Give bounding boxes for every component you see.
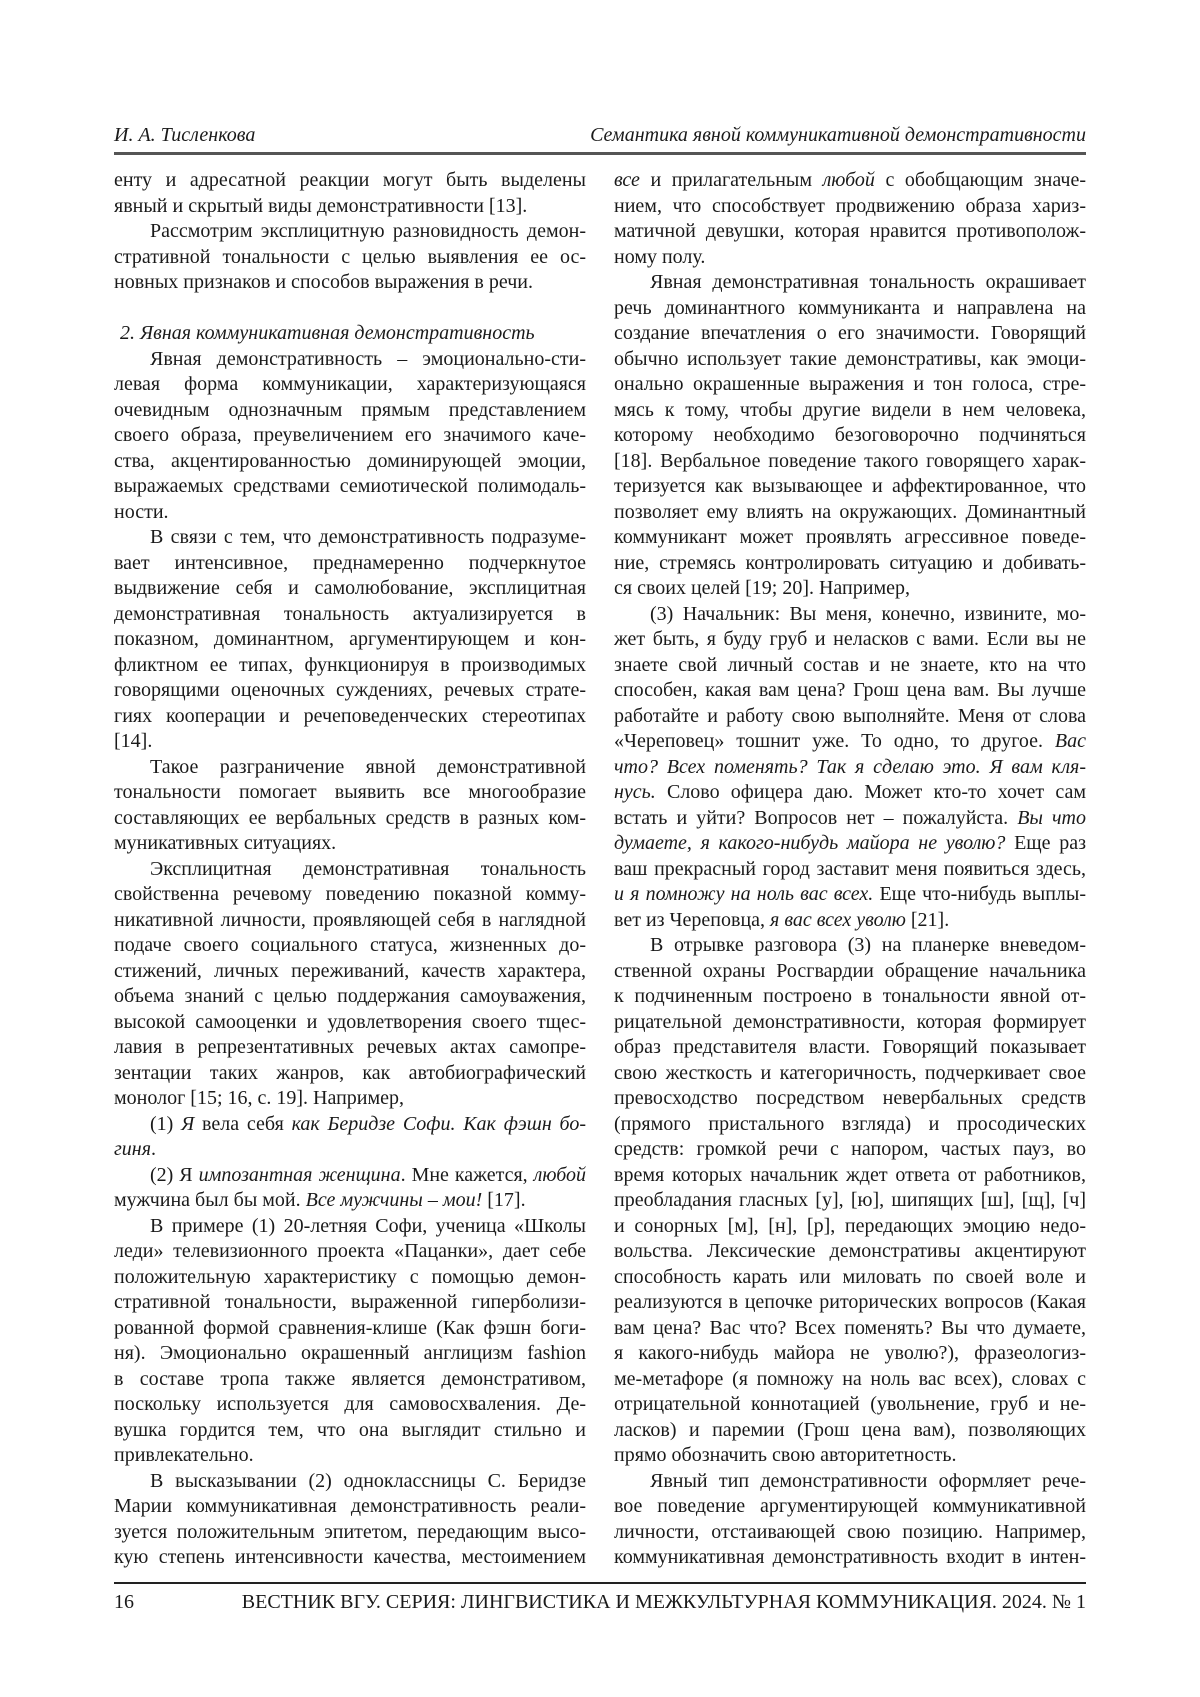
italic-text: импозантная женщина	[199, 1164, 401, 1186]
text-segment: (1)	[150, 1113, 181, 1135]
text-line	[614, 1214, 1086, 1240]
text-segment: очевидным однозначным прямым представлением	[114, 399, 586, 421]
italic-text: как Беридзе Софи. Как фэшн бо-	[292, 1113, 586, 1135]
text-line	[614, 194, 1086, 220]
text-line	[114, 831, 586, 857]
right-text-column	[614, 168, 1086, 1571]
text-line	[114, 755, 586, 781]
text-line	[114, 908, 586, 934]
text-segment: отрицательной коннотацией (увольнение, груб и не-	[614, 1393, 1086, 1415]
text-line	[114, 627, 586, 653]
italic-text: Вас	[1055, 730, 1086, 752]
text-line	[614, 398, 1086, 424]
text-line	[614, 168, 1086, 194]
text-segment: вела себя	[194, 1113, 291, 1135]
text-segment: образ представителя власти. Говорящий показывает	[614, 1036, 1086, 1058]
text-segment: коммуникант может проявлять агрессивное поведе-	[614, 526, 1086, 548]
text-line	[614, 1188, 1086, 1214]
text-segment: показном, доминантном, аргументирующем и кон-	[114, 628, 586, 650]
text-line	[614, 551, 1086, 577]
text-line	[614, 780, 1086, 806]
text-segment: стративной тональности с целью выявления ее ос-	[114, 246, 586, 268]
text-segment: Такое разграничение явной демонстративной	[150, 756, 586, 778]
text-segment: обычно использует такие демонстративы, как эмоци-	[614, 348, 1086, 370]
text-line	[614, 1112, 1086, 1138]
text-segment: «Череповец» тошнит уже. То одно, то другое.	[614, 730, 1055, 752]
text-segment: ства, акцентированностью доминирующей эмоции,	[114, 450, 586, 472]
text-segment: монолог [15; 16, с. 19]. Например,	[114, 1087, 404, 1109]
text-line	[114, 194, 586, 220]
text-line	[614, 1010, 1086, 1036]
text-segment: Еще раз	[1005, 832, 1086, 854]
text-line	[614, 1265, 1086, 1291]
text-line	[614, 449, 1086, 475]
left-text-column	[114, 168, 586, 1571]
text-segment: знаете свой личный состав и не знаете, кто на что	[614, 654, 1086, 676]
text-segment: . Мне кажется,	[401, 1164, 534, 1186]
text-segment: кую степень интенсивности качества, местоимением	[114, 1546, 586, 1568]
text-line	[114, 500, 586, 526]
text-line	[114, 525, 586, 551]
text-line	[614, 704, 1086, 730]
text-segment: (2) Я	[150, 1164, 199, 1186]
text-segment: ласков) и паремии (Грош цена вам), позволяющих	[614, 1419, 1086, 1441]
italic-text: я вас всех уволю	[770, 909, 906, 931]
text-segment: ному полу.	[614, 246, 705, 268]
text-line	[614, 1061, 1086, 1087]
text-line	[114, 398, 586, 424]
text-line	[114, 423, 586, 449]
text-segment: которому необходимо безоговорочно подчиняться	[614, 424, 1086, 446]
text-segment: работайте и работу свою выполняйте. Меня от слова	[614, 705, 1086, 727]
text-segment: Еще что-нибудь выплы-	[873, 883, 1086, 905]
text-line	[114, 933, 586, 959]
text-line	[614, 1545, 1086, 1571]
text-line	[114, 1061, 586, 1087]
text-line	[114, 602, 586, 628]
text-segment: и сонорных [м], [н], [р], передающих эмоцию недо-	[614, 1215, 1086, 1237]
text-line	[614, 1520, 1086, 1546]
header-divider	[114, 152, 1086, 155]
text-line	[614, 1086, 1086, 1112]
text-segment: ние, стремясь контролировать ситуацию и добивать-	[614, 552, 1086, 574]
text-line	[114, 806, 586, 832]
text-line	[614, 933, 1086, 959]
text-segment: В высказывании (2) одноклассницы С. Беридзе	[150, 1470, 586, 1492]
text-line	[614, 1392, 1086, 1418]
text-segment: положительную характеристику с помощью демон-	[114, 1266, 586, 1288]
text-segment: говорящими оценочных суждениях, речевых страте-	[114, 679, 586, 701]
page-number: 16	[114, 1588, 134, 1616]
text-segment: онально окрашенные выражения и тон голоса, стре-	[614, 373, 1086, 395]
text-line	[114, 1494, 586, 1520]
text-segment: стративной тональности, выраженной гиперболизи-	[114, 1291, 586, 1313]
text-segment: составляющих ее вербальных средств в разных ком-	[114, 807, 586, 829]
italic-text: гиня	[114, 1138, 151, 1160]
text-segment: к подчиненным построено в тональности явной от-	[614, 985, 1086, 1007]
text-line	[114, 1418, 586, 1444]
text-line	[114, 780, 586, 806]
text-line	[114, 245, 586, 271]
text-line	[614, 1239, 1086, 1265]
text-segment: мужчина был бы мой.	[114, 1189, 306, 1211]
text-line	[114, 959, 586, 985]
italic-text: Вы что	[1017, 807, 1086, 829]
text-segment: Слово офицера даю. Может кто-то хочет сам	[656, 781, 1086, 803]
text-line	[114, 1341, 586, 1367]
text-line	[114, 372, 586, 398]
text-line	[114, 1163, 586, 1189]
text-segment: мясь к тому, чтобы другие видели в нем человека,	[614, 399, 1086, 421]
text-segment: лавия в репрезентативных речевых актах самопре-	[114, 1036, 586, 1058]
text-line	[114, 882, 586, 908]
text-line	[114, 1239, 586, 1265]
text-segment: я какого-нибудь майора не уволю?), фразеологиз-	[614, 1342, 1086, 1364]
text-segment: выдвижение себя и самолюбование, эксплицитная	[114, 577, 586, 599]
text-line	[114, 1469, 586, 1495]
running-header-title: Семантика явной коммуникативной демонстративности	[590, 121, 1086, 149]
text-line	[114, 704, 586, 730]
text-segment: никативной личности, проявляющей себя в наглядной	[114, 909, 586, 931]
text-line	[614, 806, 1086, 832]
text-segment: фликтном ее типах, функционируя в производимых	[114, 654, 586, 676]
text-segment: преобладания гласных [у], [ю], шипящих [ш], [щ], [ч]	[614, 1189, 1086, 1211]
text-line	[614, 1367, 1086, 1393]
text-line	[614, 423, 1086, 449]
text-line	[614, 1035, 1086, 1061]
text-line	[114, 729, 586, 755]
text-segment: вам цена? Вас что? Всех поменять? Вы что думаете,	[614, 1317, 1086, 1339]
text-line	[114, 1214, 586, 1240]
text-line	[614, 1469, 1086, 1495]
italic-text: и я помножу на ноль вас всех.	[614, 883, 873, 905]
text-segment: высокой самооценки и удовлетворения своего тщес-	[114, 1011, 586, 1033]
text-segment: выражаемых средствами семиотической полимодаль-	[114, 475, 586, 497]
text-segment: привлекательно.	[114, 1444, 254, 1466]
text-line	[614, 500, 1086, 526]
text-line	[614, 1137, 1086, 1163]
text-segment: Марии коммуникативная демонстративность реали-	[114, 1495, 586, 1517]
text-line	[114, 1520, 586, 1546]
text-segment: свойственна речевому поведению показной комму-	[114, 883, 586, 905]
text-line	[114, 1392, 586, 1418]
text-segment: (прямого пристального взгляда) и просодических	[614, 1113, 1086, 1135]
text-line	[614, 857, 1086, 883]
text-segment: В примере (1) 20-летняя Софи, ученица «Школы	[150, 1215, 586, 1237]
text-segment: ся своих целей [19; 20]. Например,	[614, 577, 910, 599]
text-segment: Явная демонстративность – эмоционально-сти-	[150, 348, 586, 370]
text-line	[114, 551, 586, 577]
text-segment: Эксплицитная демонстративная тональность	[150, 858, 586, 880]
text-segment: и прилагательным	[640, 169, 823, 191]
text-segment: [18]. Вербальное поведение такого говорящего харак-	[614, 450, 1086, 472]
text-segment: 2. Явная коммуникативная демонстративность	[120, 322, 535, 344]
text-segment: подаче своего социального статуса, жизненных до-	[114, 934, 586, 956]
text-segment: свою жесткость и категоричность, подчеркивает свое	[614, 1062, 1086, 1084]
running-header-author: И. А. Тисленкова	[114, 121, 255, 149]
text-segment: рицательной демонстративности, которая формирует	[614, 1011, 1086, 1033]
text-segment: В связи с тем, что демонстративность подразуме-	[150, 526, 586, 548]
text-segment: коммуникативная демонстративность входит в интен-	[614, 1546, 1086, 1568]
text-line	[114, 219, 586, 245]
text-segment: ственной охраны Росгвардии обращение начальника	[614, 960, 1086, 982]
italic-text: думаете, я какого-нибудь майора не уволю?	[614, 832, 1005, 854]
text-segment: демонстративная тональность актуализируется в	[114, 603, 586, 625]
italic-text: Я	[181, 1113, 194, 1135]
text-segment: муникативных ситуациях.	[114, 832, 336, 854]
text-segment: объема знаний с целью поддержания самоуважения,	[114, 985, 586, 1007]
text-segment: ваш прекрасный город заставит меня появиться здесь,	[614, 858, 1086, 880]
text-segment: нием, что способствует продвижению образа хариз-	[614, 195, 1086, 217]
text-line	[614, 908, 1086, 934]
text-line	[114, 1010, 586, 1036]
text-line	[114, 678, 586, 704]
text-segment: вушка гордится тем, что она выглядит стильно и	[114, 1419, 586, 1441]
text-line	[114, 1188, 586, 1214]
text-segment: позволяет ему влиять на окружающих. Доминантный	[614, 501, 1086, 523]
text-segment: енту и адресатной реакции могут быть выделены	[114, 169, 586, 191]
text-line	[614, 1316, 1086, 1342]
text-segment: вольства. Лексические демонстративы акцентируют	[614, 1240, 1086, 1262]
text-line	[614, 653, 1086, 679]
text-segment: ме-метафоре (я помножу на ноль вас всех), словах с	[614, 1368, 1086, 1390]
footer-divider	[114, 1582, 1086, 1584]
text-segment: матичной девушки, которая нравится противополож-	[614, 220, 1086, 242]
text-segment: прямо обозначить свою авторитетность.	[614, 1444, 956, 1466]
text-line	[614, 1494, 1086, 1520]
text-line	[614, 1163, 1086, 1189]
text-segment: личности, отстаивающей свою позицию. Например,	[614, 1521, 1086, 1543]
text-line	[114, 270, 586, 296]
text-line	[614, 984, 1086, 1010]
journal-title: ВЕСТНИК ВГУ. СЕРИЯ: ЛИНГВИСТИКА И МЕЖКУЛЬТУРНАЯ КОММУНИКАЦИЯ. 2024. № 1	[242, 1588, 1086, 1616]
text-segment: речь доминантного коммуниканта и направлена на	[614, 297, 1086, 319]
text-segment: В отрывке разговора (3) на планерке вневедом-	[650, 934, 1086, 956]
text-segment: (3) Начальник: Вы меня, конечно, извините, мо-	[650, 603, 1086, 625]
text-line	[614, 321, 1086, 347]
text-line	[114, 1112, 586, 1138]
text-segment: в составе тропа также является демонстративом,	[114, 1368, 586, 1390]
text-segment: [14].	[114, 730, 152, 752]
italic-text: Все мужчины – мои!	[306, 1189, 483, 1211]
text-line	[114, 1443, 586, 1469]
text-line	[114, 1367, 586, 1393]
italic-text: что? Всех поменять? Так я сделаю это. Я вам кля-	[614, 756, 1086, 778]
text-line	[614, 1290, 1086, 1316]
text-segment: средств: громкой речи с напором, частых пауз, во	[614, 1138, 1086, 1160]
text-segment: гиях кооперации и речеповеденческих стереотипах	[114, 705, 586, 727]
text-segment: [17].	[482, 1189, 525, 1211]
text-segment: зуется положительным эпитетом, передающим высо-	[114, 1521, 586, 1543]
text-line	[114, 653, 586, 679]
text-line	[114, 857, 586, 883]
text-line	[614, 1418, 1086, 1444]
text-line	[114, 1545, 586, 1571]
text-segment: способность карать или миловать по своей воле и	[614, 1266, 1086, 1288]
text-line	[614, 474, 1086, 500]
text-segment: зентации таких жанров, как автобиографический	[114, 1062, 586, 1084]
text-segment: Явная демонстративная тональность окрашивает	[650, 271, 1086, 293]
blank-line	[114, 296, 586, 322]
text-segment: реализуются в цепочке риторических вопросов (Какая	[614, 1291, 1086, 1313]
text-segment: ности.	[114, 501, 169, 523]
text-line	[614, 959, 1086, 985]
text-line	[614, 347, 1086, 373]
text-segment: вает интенсивное, преднамеренно подчеркнутое	[114, 552, 586, 574]
text-line	[614, 831, 1086, 857]
text-segment: вое поведение аргументирующей коммуникативной	[614, 1495, 1086, 1517]
text-line	[614, 525, 1086, 551]
text-line	[614, 245, 1086, 271]
italic-text: любой	[823, 169, 875, 191]
text-segment: жет быть, я буду груб и неласков с вами. Если вы не	[614, 628, 1086, 650]
italic-text: любой	[534, 1164, 586, 1186]
text-segment: Рассмотрим эксплицитную разновидность демон-	[150, 220, 586, 242]
text-segment: поскольку используется для самовосхваления. Де-	[114, 1393, 586, 1415]
text-line	[114, 576, 586, 602]
text-segment: встать и уйти? Вопросов нет – пожалуйста.	[614, 807, 1017, 829]
text-line	[614, 729, 1086, 755]
text-segment: леди» телевизионного проекта «Пацанки», дает себе	[114, 1240, 586, 1262]
text-line	[114, 347, 586, 373]
text-line	[614, 270, 1086, 296]
text-segment: .	[151, 1138, 156, 1160]
text-line	[614, 576, 1086, 602]
text-segment: [21].	[906, 909, 949, 931]
text-line	[114, 474, 586, 500]
text-segment: стижений, личных переживаний, качеств характера,	[114, 960, 586, 982]
text-segment: Явный тип демонстративности оформляет рече-	[650, 1470, 1086, 1492]
text-segment: своего образа, преувеличением его значимого каче-	[114, 424, 586, 446]
text-line	[114, 168, 586, 194]
text-segment: с обобщающим значе-	[875, 169, 1086, 191]
text-line	[114, 1035, 586, 1061]
text-segment: левая форма коммуникации, характеризующаяся	[114, 373, 586, 395]
text-line	[614, 372, 1086, 398]
text-line	[114, 1086, 586, 1112]
text-line	[614, 755, 1086, 781]
text-line	[114, 1316, 586, 1342]
text-line	[614, 296, 1086, 322]
section-heading	[114, 321, 586, 347]
text-segment: вет из Череповца,	[614, 909, 770, 931]
text-segment: теризуется как вызывающее и аффектированное, что	[614, 475, 1086, 497]
text-segment: создание впечатления о его значимости. Говорящий	[614, 322, 1086, 344]
text-line	[614, 627, 1086, 653]
text-segment: ня). Эмоционально окрашенный англицизм fashion	[114, 1342, 586, 1364]
text-line	[614, 678, 1086, 704]
text-line	[614, 602, 1086, 628]
text-segment: превосходство посредством невербальных средств	[614, 1087, 1086, 1109]
text-segment: время которых начальник ждет ответа от работников,	[614, 1164, 1086, 1186]
text-line	[614, 219, 1086, 245]
text-line	[114, 984, 586, 1010]
text-segment: способен, какая вам цена? Грош цена вам. Вы лучше	[614, 679, 1086, 701]
text-segment: новных признаков и способов выражения в речи.	[114, 271, 533, 293]
text-line	[114, 1137, 586, 1163]
text-segment: явный и скрытый виды демонстративности [13].	[114, 195, 527, 217]
text-line	[114, 1290, 586, 1316]
text-segment: тональности помогает выявить все многообразие	[114, 781, 586, 803]
text-line	[614, 882, 1086, 908]
text-line	[114, 449, 586, 475]
text-segment: рованной формой сравнения-клише (Как фэшн боги-	[114, 1317, 586, 1339]
text-line	[614, 1341, 1086, 1367]
text-line	[114, 1265, 586, 1291]
italic-text: нусь.	[614, 781, 656, 803]
text-line	[614, 1443, 1086, 1469]
italic-text: все	[614, 169, 640, 191]
